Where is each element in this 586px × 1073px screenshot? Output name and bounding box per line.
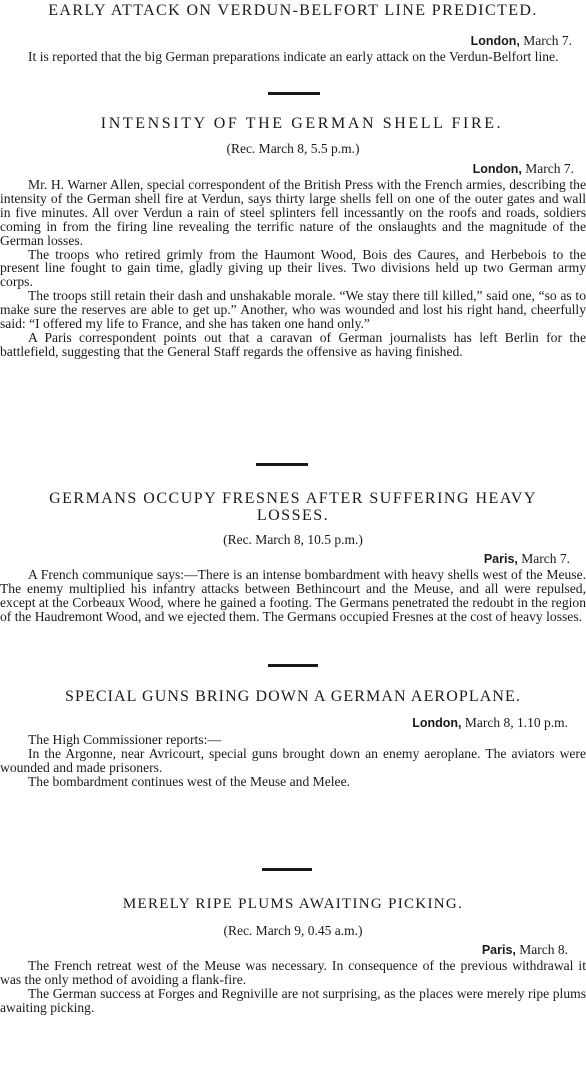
dateline [0,942,586,958]
received-time: (Rec. March 8, 5.5 p.m.) [226,141,360,156]
article-german-shell-fire [0,115,586,359]
dateline [0,33,586,49]
article-fresnes [0,490,586,624]
paragraph: In the Argonne, near Avricourt, special guns brought down an enemy aeroplane. The aviators were wounded and made prisoners. [0,745,586,775]
headline: MERELY RIPE PLUMS AWAITING PICKING. [122,896,464,912]
dateline [0,551,586,567]
article-special-guns [0,688,586,789]
paragraph: A French communique says:—There is an intense bombardment with heavy shells west of the Meuse. The enemy multiplied his infantry attacks between Bethincourt and the Meuse, and all were repulsed, except at the Corbeaux Wood, where he gained a footing. The Germans penetrated the redoubt in the region of the Haudremont Wood, and we ejected them. The Germans occupied Fresnes at the cost of heavy losses. [0,567,586,624]
paragraph: A Paris correspondent points out that a caravan of German journalists has left Berlin for the battlefield, suggesting that the General Staff regards the offensive as having finished. [0,329,586,359]
dateline-date: March 8, 1.10 p.m. [464,715,568,730]
paragraph: It is reported that the big German preparations indicate an early attack on the Verdun-Belfort line. [28,49,559,64]
article-ripe-plums [0,896,586,1015]
dateline-place: London, [472,162,522,176]
dateline-place: London, [412,716,462,730]
headline: SPECIAL GUNS BRING DOWN A GERMAN AEROPLANE. [64,688,522,705]
dateline-date: March 8. [519,942,568,957]
paragraph: The bombardment continues west of the Meuse and Melee. [28,773,351,789]
dateline-place: Paris, [483,552,518,566]
received-time: (Rec. March 8, 10.5 p.m.) [223,532,363,547]
dateline-place: Paris, [481,943,516,957]
dateline-date: March 7. [525,161,574,176]
headline [0,490,586,524]
divider [268,664,318,667]
paragraph: The troops still retain their dash and unshakable morale. “We stay there till killed,” said one, “so as to make sure the reserves are able to get up.” Another, who was wounded and lost his right hand, cheerfully said: “I offered my life to France, and she has taken one hand only.” [0,288,586,332]
headline: INTENSITY OF THE GERMAN SHELL FIRE. [100,115,504,132]
dateline-date: March 7. [523,33,572,48]
article-verdun-belfort [0,2,586,64]
dateline-place: London, [470,34,520,48]
dateline [0,161,586,177]
divider [268,92,320,95]
paragraph: The High Commissioner reports:— [28,732,221,747]
paragraph: The French retreat west of the Meuse was necessary. In consequence of the previous withdrawal it was the only method of avoiding a flank-fire. [0,958,586,987]
paragraph: The German success at Forges and Regniville are not surprising, as the places were merely ripe plums awaiting picking. [0,985,586,1015]
dateline-date: March 7. [521,551,570,566]
received-time: (Rec. March 9, 0.45 a.m.) [223,923,363,938]
headline: EARLY ATTACK ON VERDUN-BELFORT LINE PREDICTED. [48,2,538,19]
headline-line-2: LOSSES. [256,507,330,524]
paragraph: The troops who retired grimly from the Haumont Wood, Bois des Caures, and Herbebois to the present line fought to gain time, gladly giving up their lives. Two divisions held up two German army corps. [0,246,586,290]
divider [256,463,308,466]
headline-line-1: GERMANS OCCUPY FRESNES AFTER SUFFERING HEAVY [49,490,537,507]
divider [262,868,312,871]
dateline [0,715,586,731]
paragraph: Mr. H. Warner Allen, special correspondent of the British Press with the French armies, describing the intensity of the German shell fire at Verdun, says thirty large shells fell on one of the outer gates and wall in five minutes. All over Verdun a rain of steel splinters fell incessantly on the roofs and roads, soldiers coming in from the firing line revealing the terrific nature of the onslaughts and the magnitude of the German losses. [0,177,586,248]
